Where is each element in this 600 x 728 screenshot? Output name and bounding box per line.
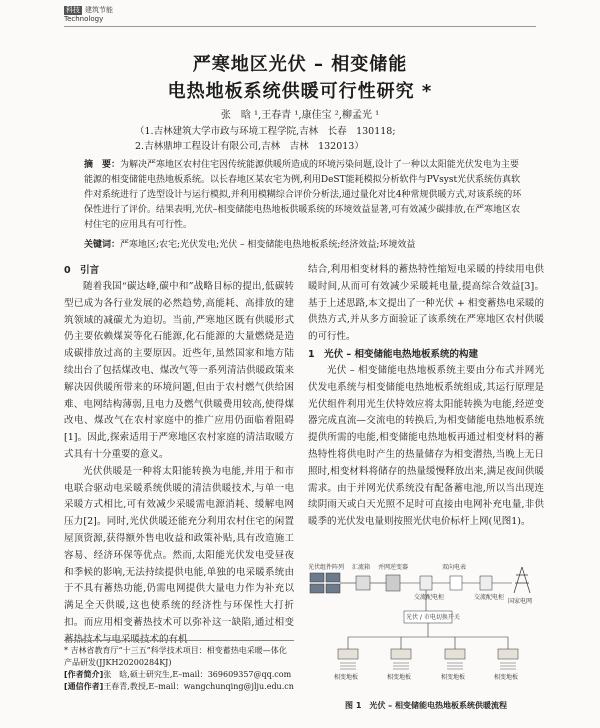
grid-tower-icon bbox=[514, 567, 530, 593]
paper-title-line1: 严寒地区光伏 – 相变储能 bbox=[192, 54, 408, 75]
corresponding-text: 王春青,教授,E–mail：wangchunqing@jlju.edu.cn bbox=[103, 682, 294, 691]
label-grid: 国家电网 bbox=[508, 598, 533, 605]
right-column bbox=[308, 262, 544, 531]
inverter-icon bbox=[386, 575, 400, 591]
label-switch: 光伏 / 市电切换开关 bbox=[406, 614, 460, 621]
keywords bbox=[84, 239, 524, 252]
section-name: 建筑节能 bbox=[85, 6, 113, 14]
continuation-paragraph: 结合,利用相变材料的蓄热特性缩短电采暖的持续用电供暖时间,从而可有效减少采暖耗电量,提高综合效益[3]。基于上述思路,本文提出了一种光伏 + 相变蓄热电采暖的供热方式,并从多方面验证了该系统在严寒地区农村供暖的可行性。 bbox=[308, 264, 544, 343]
floor-unit-a bbox=[338, 637, 358, 669]
author-intro-text: 张 晗,硕士研究生,E–mail：369609357@qq.com bbox=[103, 670, 292, 679]
label-cabinet-left: 交流配电柜 bbox=[414, 594, 445, 601]
pv-array-icon bbox=[310, 573, 340, 593]
floor-unit-c bbox=[445, 637, 465, 669]
journal-tag: 科技 bbox=[66, 6, 80, 14]
intro-heading: 0 引言 bbox=[64, 265, 100, 276]
floor-unit-d bbox=[498, 637, 518, 669]
figure-caption: 图 1 光伏 – 相变储能电热地板系统供暖流程 bbox=[345, 701, 507, 710]
footnotes bbox=[64, 640, 294, 693]
paper-title-line2: 电热地板系统供暖可行性研究 * bbox=[167, 81, 433, 102]
label-floor-a: 相变地板 bbox=[334, 674, 359, 681]
affiliation-1: （1.吉林建筑大学市政与环境工程学院,吉林 长春 130118; bbox=[135, 126, 396, 137]
label-floor-b: 相变地板 bbox=[387, 674, 412, 681]
floor-unit-b bbox=[391, 637, 411, 669]
affiliation-2: 2.吉林鼎坤工程设计有限公司,吉林 吉林 132013） bbox=[135, 141, 364, 152]
section-subtitle: Technology bbox=[64, 15, 104, 23]
label-floor-c: 相变地板 bbox=[441, 674, 466, 681]
fund-note: * 吉林省教育厅“十三五”科学技术项目：相变蓄热电采暖—体化产品研发(JJKH20200284KJ) bbox=[64, 646, 287, 667]
combiner-box-icon bbox=[356, 576, 370, 590]
abstract bbox=[84, 158, 524, 233]
abstract-label: 摘 要： bbox=[84, 160, 121, 170]
corresponding-label: [通信作者] bbox=[64, 682, 104, 691]
label-cabinet-right: 交流配电柜 bbox=[474, 594, 505, 601]
abstract-text: 为解决严寒地区农村住宅因传统能源供暖所造成的环境污染问题,设计了一种以太阳能光伏发电为主要能源的相变储能电热地板系统。以长春地区某农宅为例,利用DeST能耗模拟分析软件与PVsyst光伏系统仿真软件对系统进行了选型设计与运行模拟,并利用模糊综合评价分析法,通过量化对比4种常规供暖方式,对该系统的环保性进行了评价。结果表明,光伏–相变储能电热地板供暖系统的环境效益显著,可有效减少碳排放,在严寒地区农村住宅的应用具有可行性。 bbox=[84, 160, 522, 230]
label-inverter: 并网逆变器 bbox=[378, 564, 409, 571]
label-pv-array: 光伏组件阵列 bbox=[308, 564, 345, 571]
journal-header bbox=[64, 6, 113, 24]
header-rule bbox=[64, 26, 536, 27]
cabinet-right-icon bbox=[480, 576, 492, 590]
author-list: 张 晗 ¹,王春青 ¹,康佳宝 ²,柳孟光 ¹ bbox=[220, 110, 380, 121]
label-floor-d: 相变地板 bbox=[494, 674, 519, 681]
system-flow-diagram bbox=[308, 563, 544, 695]
label-meter: 双向电表 bbox=[442, 564, 467, 571]
author-intro-label: [作者简介] bbox=[64, 670, 104, 679]
left-column bbox=[64, 262, 294, 649]
intro-paragraph-2: 光伏供暖是一种将太阳能转换为电能,并用于和市电联合驱动电采暖系统供暖的清洁供暖技术,与单一电采暖方式相比,可有效减少采暖需电源消耗、缓解电网压力[2]。同时,光伏供暖还能充分利用农村住宅的闲置屋顶资源,获得额外售电收益和政策补贴,具有改造施工容易、经济环保等优点。然而,太阳能光伏发电受昼夜和季候的影响,无法持续提供电能,单独的电采暖系统由于不具有蓄热功能,仍需电网提供大量电力作为补充以满足全天供暖,这也使系统的经济性与环保性大打折扣。而应用相变蓄热技术可以弥补这一缺陷,通过相变蓄热技术与电采暖技术的有机 bbox=[64, 465, 294, 645]
section-1-paragraph: 光伏 – 相变储能电热地板系统主要由分布式并网光伏发电系统与相变储能电热地板系统组成,其运行原理是光伏组件利用光生伏特效应将太阳能转换为电能,经逆变器完成直流—交流电的转换后,为相变储能电热地板系统提供所需的电能,相变储能电热地板再通过相变材料的蓄热特性将供电时产生的热量储存为相变潜热,当晚上无日照时,相变材料将储存的热量缓慢释放出来,满足夜间供暖需求。由于并网光伏系统没有配备蓄电池,所以当出现连续阴雨天或白天光照不足时可直接由电网补充电量,非供暖季的光伏发电量则按照光伏电价标杆上网(见图1)。 bbox=[308, 364, 544, 528]
bidirectional-meter-icon bbox=[450, 576, 462, 590]
section-1-heading: 1 光伏 – 相变储能电热地板系统的构建 bbox=[308, 348, 478, 360]
intro-paragraph-1: 随着我国“碳达峰,碳中和”战略目标的提出,低碳转型已成为各行业发展的必然趋势,高能耗、高排放的建筑领域的减碳尤为迫切。当前,严寒地区既有供暖形式仍主要依赖煤炭等化石能源,化石能源的大量燃烧是造成碳排放过高的主要原因。近些年,虽然国家和地方陆续出台了包括煤改电、煤改气等一系列清洁供暖政策来解决因供暖所带来的环境问题,但由于农村燃气供给困难、电网结构薄弱,且电力及燃气供暖费用较高,使得煤改电、煤改气在农村家庭中的推广应用仍面临着阻碍[1]。因此,探索适用于严寒地区农村家庭的清洁取暖方式具有十分重要的意义。 bbox=[64, 281, 294, 460]
cabinet-left-icon bbox=[420, 576, 432, 590]
keywords-text: 严寒地区;农宅;光伏发电;光伏 – 相变储能电热地板系统;经济效益;环境效益 bbox=[120, 240, 416, 250]
label-combiner: 汇流箱 bbox=[352, 564, 371, 571]
keywords-label: 关键词： bbox=[84, 240, 121, 250]
